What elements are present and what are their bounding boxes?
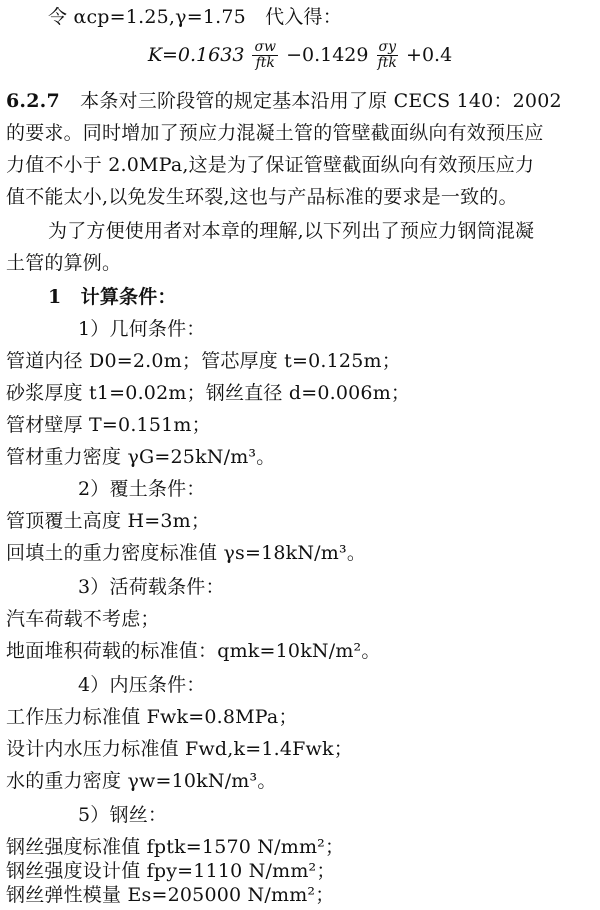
para1-line-1: 本条对三阶段管的规定基本沿用了原 CECS 140：2002 bbox=[80, 90, 562, 112]
geometry-item-1: 管道内径 D0=2.0m；管芯厚度 t=0.125m； bbox=[6, 350, 401, 372]
para1-line-2: 的要求。同时增加了预应力混凝土管的管壁截面纵向有效预压应 bbox=[6, 122, 544, 144]
cover-item-1: 管顶覆土高度 H=3m； bbox=[6, 510, 211, 532]
wire-item-3: 钢丝弹性模量 Es=205000 N/mm²； bbox=[6, 884, 335, 906]
calc-heading: 1 计算条件： bbox=[48, 286, 177, 308]
formula bbox=[0, 40, 600, 72]
frac2-numerator: σy bbox=[378, 39, 396, 55]
group-title-live-load: 3）活荷载条件： bbox=[78, 576, 225, 598]
live-load-item-2: 地面堆积荷载的标准值：qmk=10kN/m²。 bbox=[6, 640, 381, 662]
section-line-1 bbox=[6, 92, 562, 111]
pressure-item-2: 设计内水压力标准值 Fwd,k=1.4Fwk； bbox=[6, 738, 353, 760]
wire-item-2: 钢丝强度设计值 fpy=1110 N/mm²； bbox=[6, 860, 336, 882]
geometry-item-3: 管材壁厚 T=0.151m； bbox=[6, 414, 211, 436]
cover-item-2: 回填土的重力密度标准值 γs=18kN/m³。 bbox=[6, 542, 367, 564]
wire-item-1: 钢丝强度标准值 fptk=1570 N/mm²； bbox=[6, 836, 345, 858]
live-load-item-1: 汽车荷载不考虑； bbox=[6, 608, 160, 630]
group-title-wire: 5）钢丝： bbox=[78, 804, 168, 826]
pressure-item-1: 工作压力标准值 Fwk=0.8MPa； bbox=[6, 706, 298, 728]
intro-line: 令 αcp=1.25,γ=1.75 代入得： bbox=[48, 6, 342, 28]
formula-fraction-2 bbox=[377, 40, 398, 72]
section-number: 6.2.7 bbox=[6, 90, 60, 112]
formula-fraction-1 bbox=[252, 40, 278, 72]
para2-line-2: 土管的算例。 bbox=[6, 252, 122, 274]
pressure-item-3: 水的重力密度 γw=10kN/m³。 bbox=[6, 770, 277, 792]
group-title-internal-pressure: 4）内压条件： bbox=[78, 674, 206, 696]
geometry-item-4: 管材重力密度 γG=25kN/m³。 bbox=[6, 446, 276, 468]
geometry-item-2: 砂浆厚度 t1=0.02m；钢丝直径 d=0.006m； bbox=[6, 382, 411, 404]
formula-rhs: +0.4 bbox=[406, 43, 453, 66]
formula-mid: −0.1429 bbox=[286, 43, 369, 66]
group-title-geometry: 1）几何条件： bbox=[78, 318, 206, 340]
para1-line-4: 值不能太小,以免发生环裂,这也与产品标准的要求是一致的。 bbox=[6, 186, 518, 208]
frac1-numerator: σw bbox=[254, 39, 277, 55]
frac2-denominator: ftk bbox=[377, 55, 397, 72]
formula-lhs: K=0.1633 bbox=[147, 43, 245, 66]
para1-line-3: 力值不小于 2.0MPa,这是为了保证管壁截面纵向有效预压应力 bbox=[6, 154, 535, 176]
group-title-cover: 2）覆土条件： bbox=[78, 478, 206, 500]
frac1-denominator: ftk bbox=[255, 55, 275, 72]
para2-line-1: 为了方便使用者对本章的理解,以下列出了预应力钢筒混凝 bbox=[48, 220, 535, 242]
